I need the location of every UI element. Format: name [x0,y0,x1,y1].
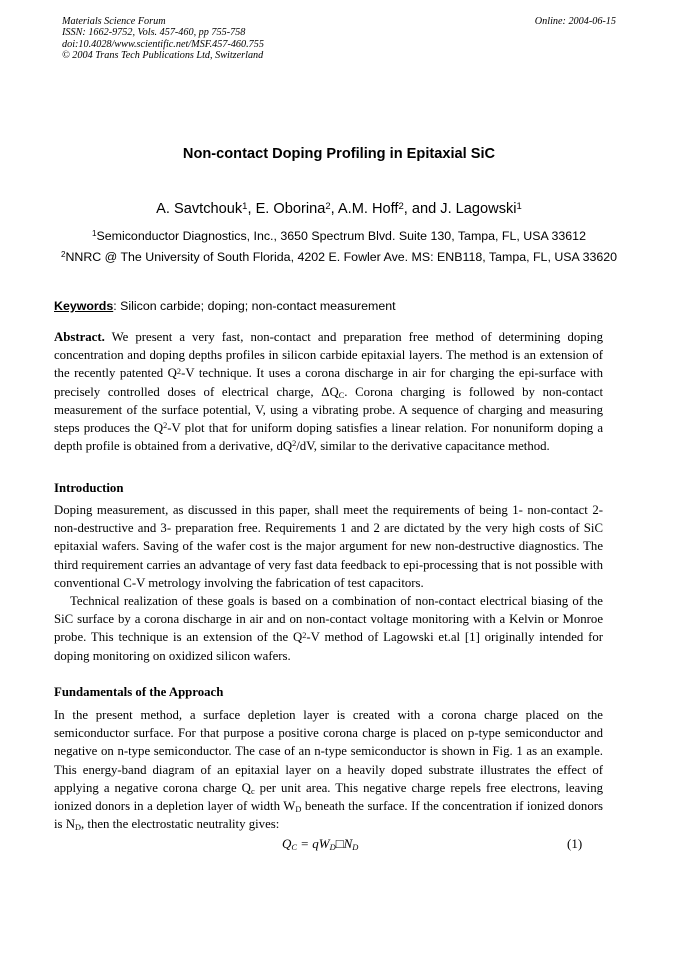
affiliation-mark: 2 [60,250,66,260]
paragraph: Technical realization of these goals is based on a combination of non-contact electrical biasing of the SiC surface by a corona discharge in air and on non-contact voltage monitoring with a Kelvin or Monroe probe. This technique is an extension of the $Q^2-V$ method of Lagowski et.al [1] originally intended for doping monitoring on oxidized silicon wafers. [54,594,604,663]
introduction-body [54,501,603,665]
abstract-paragraph: Abstract. We present a very fast, non-contact and preparation free method of determining doping concentration and doping depths profiles in silicon carbide epitaxial layers. The method is an extension of the recently patented $Q^2-V$ technique. It uses a corona discharge in air for charging the epi-surface with precisely controlled doses of electrical charge, $\Delta Q_C$. Corona charging is followed by non-contact measurement of the surface potential, V, using a vibrating probe. A sequence of charging and measuring steps produces the $Q^2-V$ plot that for uniform doping satisfies a linear relation. For nonuniform doping a depth profile is obtained from a derivative, $dQ^2/dV$, similar to the derivative capacitance method. [54,330,604,454]
keywords-label: Keywords [54,299,114,313]
affiliation-2 [56,249,622,265]
affiliation-mark: 1 [92,229,97,239]
abstract-label: Abstract. [54,330,105,344]
journal-header [62,16,616,62]
author-affiliation-mark: 2 [398,200,404,212]
copyright-line: © 2004 Trans Tech Publications Ltd, Switzerland [62,50,264,62]
fundamentals-paragraph: In the present method, a surface depletion layer is created with a corona charge placed on the semiconductor surface. For that purpose a positive corona charge is placed on p-type semiconductor and negative on n-type semiconductor. The case of an n-type semiconductor is shown in Fig. 1 as an example. This energy-band diagram of an epitaxial layer on a heavily doped substrate illustrates the effect of applying a negative corona charge $Q_c$ per unit area. This negative charge repels free electrons, leaving ionized donors in a depletion layer of width $W_D$ beneath the surface. If the concentration if ionized donors is $N_D$, then the electrostatic neutrality gives: [54,708,603,833]
keywords [54,299,396,313]
paragraph: Doping measurement, as discussed in this paper, shall meet the requirements of being 1- non-contact 2- non-destructive and 3- preparation free. Requirements 1 and 2 are dictated by the very high costs of SiC epitaxial wafers. Saving of the wafer cost is the major argument for new non-destructive diagnostics. The third requirement carries an advantage of very fast data feedback to epi-processing that is not possible with conventional C-V metrology involving the fabrication of test capacitors. [54,503,603,590]
equation-number: (1) [567,836,583,851]
author-list: A. Savtchouk$^1$, E. Oborina$^2$, A.M. Hoff$^2$, and J. Lagowski$^1$ [156,200,522,217]
journal-name: Materials Science Forum [62,16,166,27]
affiliation-1 [56,228,622,244]
author-affiliation-mark: 1 [242,200,248,212]
section-heading-fundamentals: Fundamentals of the Approach [54,685,224,699]
equation-1: $Q_C$ = $qW_D□N_D$ [282,836,359,853]
online-date: Online: 2004-06-15 [534,16,616,27]
author-name: E. Oborina [255,201,326,217]
paper-title: Non-contact Doping Profiling in Epitaxial SiC [182,146,496,162]
author-name: A. Savtchouk [156,201,243,217]
issn-line: ISSN: 1662-9752, Vols. 457-460, pp 755-758 [62,27,246,39]
affiliation-text: Semiconductor Diagnostics, Inc., 3650 Spectrum Blvd. Suite 130, Tampa, FL, USA 33612 [96,229,586,243]
section-heading-introduction: Introduction [54,481,124,495]
keywords-text: : Silicon carbide; doping; non-contact measurement [113,299,396,313]
author-affiliation-mark: 2 [325,200,331,212]
author-affiliation-mark: 1 [516,200,522,212]
author-name: A.M. Hoff [337,201,399,217]
doi-link[interactable]: doi:10.4028/www.scientific.net/MSF.457-460.755 [62,38,264,50]
affiliation-text: NNRC @ The University of South Florida, 4202 E. Fowler Ave. MS: ENB118, Tampa, FL, USA 33620 [65,250,618,264]
author-name: and J. Lagowski [411,201,517,217]
